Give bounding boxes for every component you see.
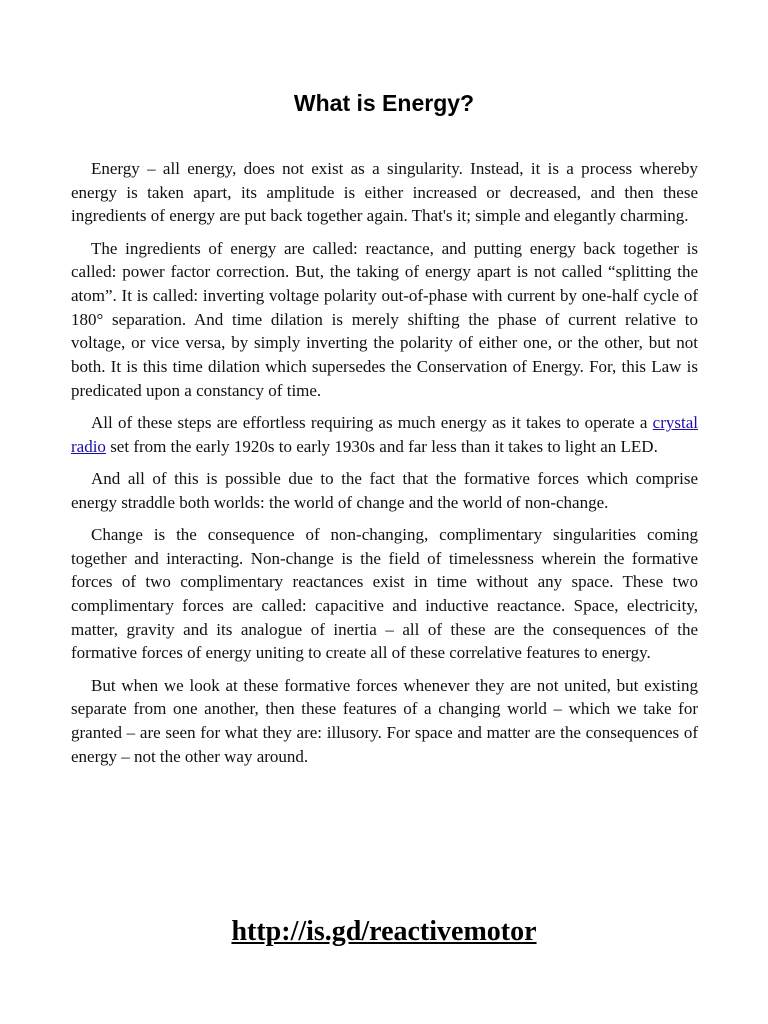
paragraph-1: Energy – all energy, does not exist as a singularity. Instead, it is a process whereby energy is taken apart, its amplitude is either increased or decreased, and then these ingredients of energy are put back together again. That's it; simple and elegantly charming.: [71, 159, 698, 226]
paragraph-2: The ingredients of energy are called: reactance, and putting energy back together is called: power factor correction. But, the taking of energy apart is not called “splitting the atom”. It is called: inverting voltage polarity out-of-phase with current by one-half cycle of 180° separation. And time dilation is merely shifting the phase of current relative to voltage, or vice versa, by simply inverting the polarity of either one, or the other, but not both. It is this time dilation which supersedes the Conservation of Energy. For, this Law is predicated upon a constancy of time.: [71, 238, 698, 400]
paragraph-3-text-after: set from the early 1920s to early 1930s and far less than it takes to light an LED.: [105, 436, 658, 456]
paragraph-5: Change is the consequence of non-changing, complimentary singularities coming together and interacting. Non-change is the field of timelessness wherein the formative forces of two complimentary reactances exist in time without any space. These two complimentary forces are called: capacitive and inductive reactance. Space, electricity, matter, gravity and its analogue of inertia – all of these are the consequences of the formative forces of energy uniting to create all of these correlative features to energy.: [71, 524, 698, 663]
paragraph-3: [71, 411, 698, 458]
paragraph-3-text-before: All of these steps are effortless requiring as much energy as it takes to operate a: [91, 413, 653, 433]
reactivemotor-link[interactable]: http://is.gd/reactivemotor: [231, 916, 537, 947]
crystal-radio-link[interactable]: crystal radio: [71, 413, 698, 456]
paragraph-4: And all of this is possible due to the fact that the formative forces which comprise energy straddle both worlds: the world of change and the world of non-change.: [71, 468, 698, 512]
paragraph-6: But when we look at these formative forces whenever they are not united, but existing separate from one another, then these features of a changing world – which we take for granted – are seen for what they are: illusory. For space and matter are the consequences of energy – not the other way around.: [71, 675, 698, 766]
article-body: [71, 157, 698, 777]
page-title: What is Energy?: [293, 90, 475, 116]
